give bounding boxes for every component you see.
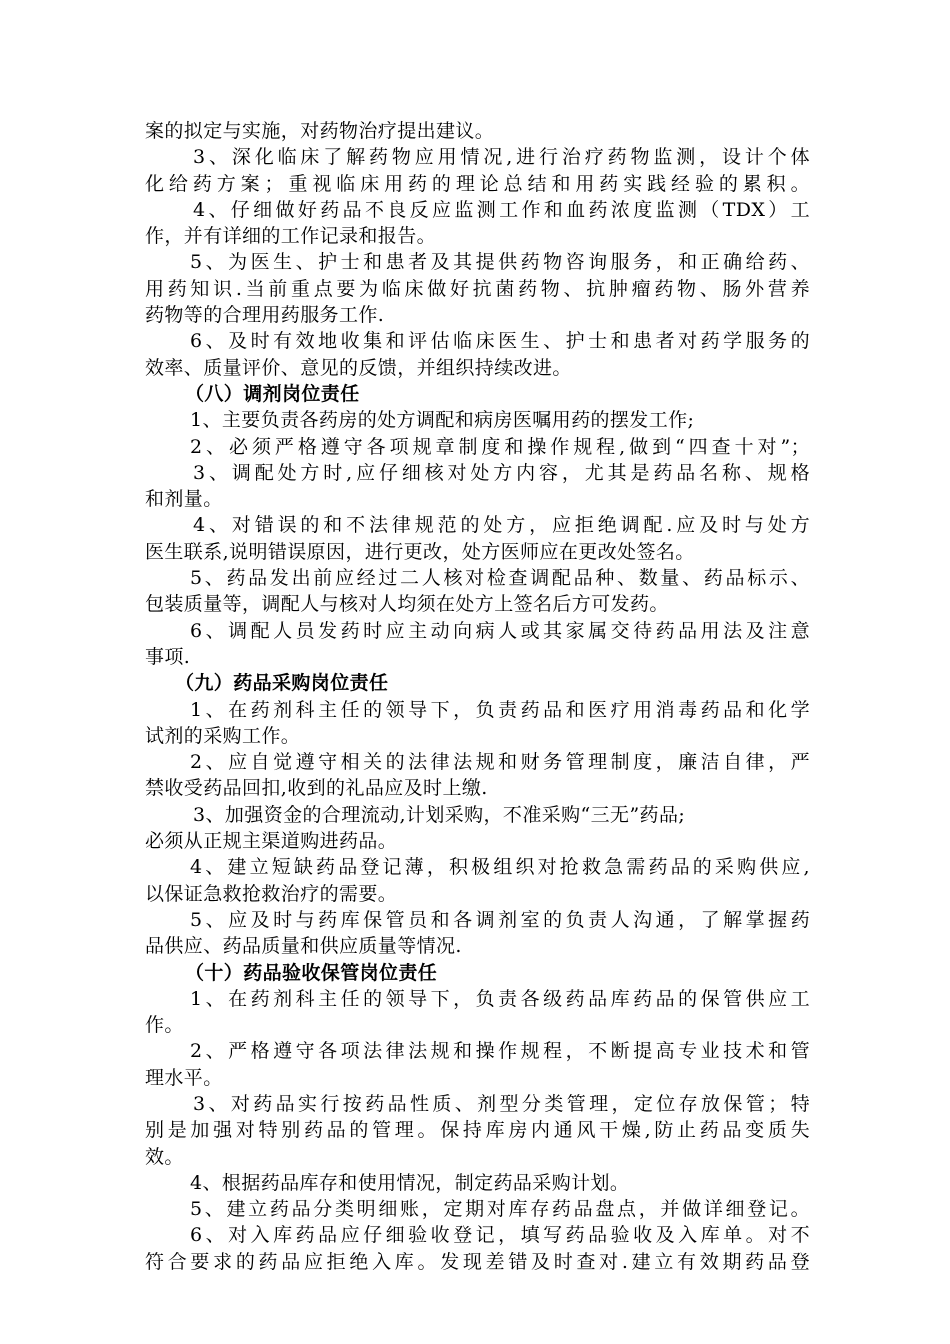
text-line: 3、加强资金的合理流动,计划采购，不准采购“三无”药品; (193, 803, 686, 826)
text-line: 1、在药剂科主任的领导下，负责药品和医疗用消毒药品和化学 (190, 698, 810, 721)
section-heading: （九）药品采购岗位责任 (175, 672, 389, 695)
text-line: 3、调配处方时,应仔细核对处方内容，尤其是药品名称、规格 (193, 461, 810, 484)
text-line: 用药知识.当前重点要为临床做好抗菌药物、抗肿瘤药物、肠外营养 (145, 277, 810, 300)
text-line: 符合要求的药品应拒绝入库。发现差错及时查对.建立有效期药品登 (145, 1250, 810, 1273)
text-line: 4、建立短缺药品登记薄，积极组织对抢救急需药品的采购供应, (190, 856, 810, 879)
text-line: 别是加强对特别药品的管理。保持库房内通风干燥,防止药品变质失 (145, 1119, 810, 1142)
text-line: 5、建立药品分类明细账，定期对库存药品盘点，并做详细登记。 (190, 1198, 810, 1221)
text-line: 5、应及时与药库保管员和各调剂室的负责人沟通，了解掌握药 (190, 908, 810, 931)
text-line: 化给药方案；重视临床用药的理论总结和用药实践经验的累积。 (145, 172, 810, 195)
text-line: 5、药品发出前应经过二人核对检查调配品种、数量、药品标示、 (190, 567, 810, 590)
text-line: 药物等的合理用药服务工作. (145, 304, 385, 327)
text-line: 2、严格遵守各项法律法规和操作规程，不断提高专业技术和管 (190, 1040, 810, 1063)
text-line: 试剂的采购工作。 (145, 724, 301, 747)
text-line: 理水平。 (145, 1066, 223, 1089)
section-heading: （十）药品验收保管岗位责任 (185, 961, 438, 984)
text-line: 医生联系,说明错误原因，进行更改，处方医师应在更改处签名。 (145, 540, 695, 563)
text-line: 品供应、药品质量和供应质量等情况. (145, 935, 462, 958)
text-line: 3、深化临床了解药物应用情况,进行治疗药物监测，设计个体 (193, 146, 810, 169)
text-line: 4、仔细做好药品不良反应监测工作和血药浓度监测（TDX）工 (193, 198, 810, 221)
text-line: 5、为医生、护士和患者及其提供药物咨询服务，和正确给药、 (190, 251, 810, 274)
text-line: 必须从正规主渠道购进药品。 (145, 830, 398, 853)
text-line: 4、根据药品库存和使用情况，制定药品采购计划。 (190, 1171, 630, 1194)
text-line: 包装质量等，调配人与核对人均须在处方上签名后方可发药。 (145, 593, 669, 616)
text-line: 和剂量。 (145, 488, 223, 511)
document-body (145, 118, 810, 1275)
text-line: 效。 (145, 1145, 184, 1168)
text-line: 以保证急救抢救治疗的需要。 (145, 882, 398, 905)
text-line: 案的拟定与实施，对药物治疗提出建议。 (145, 120, 495, 142)
text-line: 4、对错误的和不法律规范的处方，应拒绝调配.应及时与处方 (193, 514, 810, 537)
text-line: 1、主要负责各药房的处方调配和病房医嘱用药的摆发工作; (190, 409, 695, 432)
text-line: 2、应自觉遵守相关的法律法规和财务管理制度，廉洁自律，严 (190, 751, 810, 774)
text-line: 6、对入库药品应仔细验收登记，填写药品验收及入库单。对不 (190, 1224, 810, 1247)
section-heading: （八）调剂岗位责任 (185, 382, 360, 405)
text-line: 6、调配人员发药时应主动向病人或其家属交待药品用法及注意 (190, 619, 810, 642)
text-line: 2、必须严格遵守各项规章制度和操作规程,做到“四查十对”； (190, 435, 810, 458)
text-line: 1、在药剂科主任的领导下，负责各级药品库药品的保管供应工 (190, 987, 810, 1010)
text-line: 事项. (145, 645, 191, 668)
text-line: 禁收受药品回扣,收到的礼品应及时上缴. (145, 777, 488, 800)
text-line: 作，并有详细的工作记录和报告。 (145, 225, 437, 248)
text-line: 效率、质量评价、意见的反馈，并组织持续改进。 (145, 356, 572, 379)
text-line: 作。 (145, 1014, 184, 1037)
text-line: 6、及时有效地收集和评估临床医生、护士和患者对药学服务的 (190, 330, 810, 353)
text-line: 3、对药品实行按药品性质、剂型分类管理，定位存放保管；特 (193, 1092, 810, 1115)
